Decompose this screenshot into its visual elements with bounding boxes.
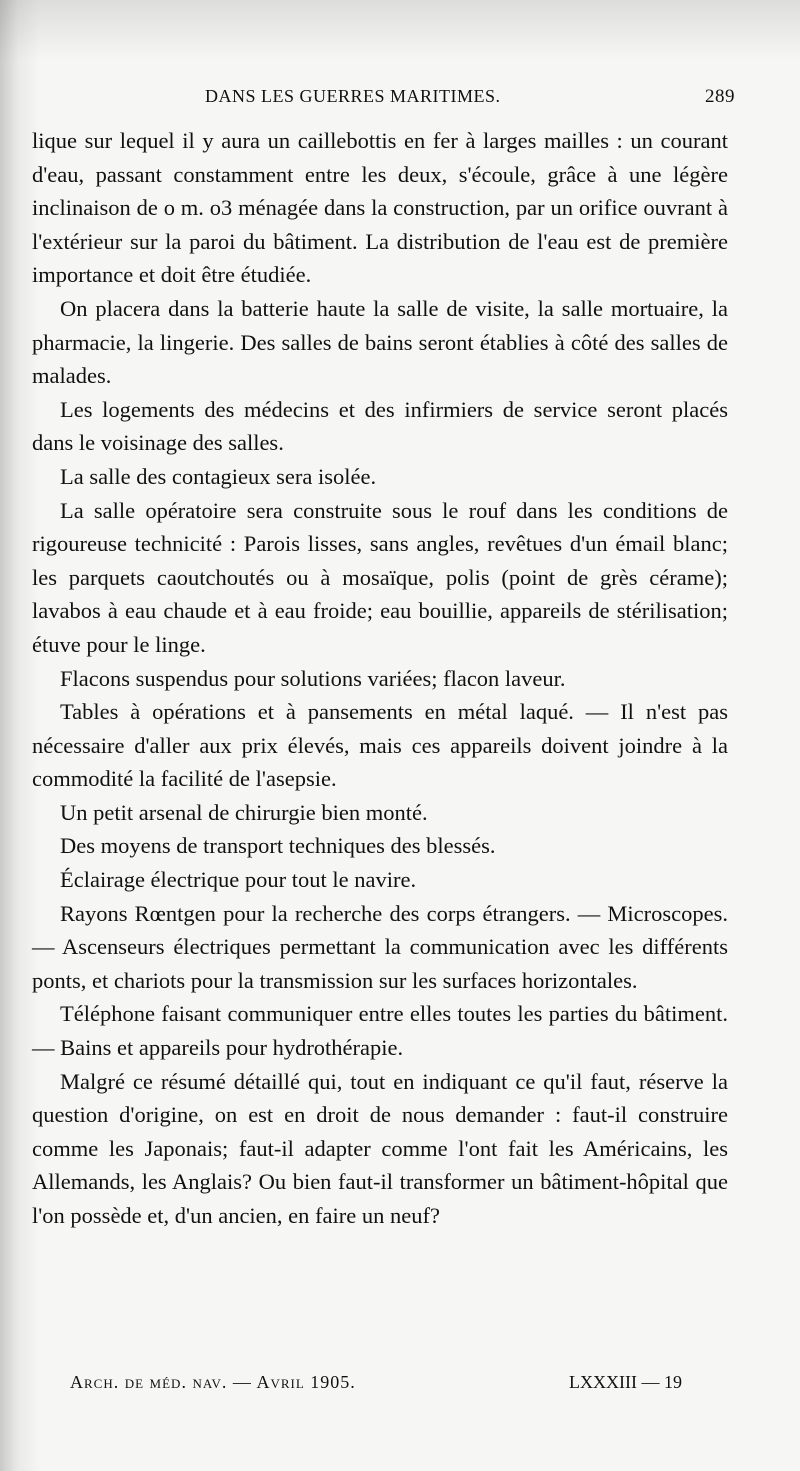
paragraph: Flacons suspendus pour solutions variées; flacon laveur. (60, 665, 566, 691)
paragraph: lique sur lequel il y aura un caillebottis en fer à larges mailles : un courant d'eau, passant constamment entre les deux, s'écoule, grâce à une légère inclinaison de o m. o3 ménagée dans la construction, par un orifice ouvrant à l'extérieur sur la paroi du bâtiment. La distribution de l'eau est de première importance et doit être étudiée. (32, 128, 728, 288)
paragraph: La salle des contagieux sera isolée. (60, 463, 377, 489)
page-number: 289 (705, 86, 735, 107)
paragraph: Un petit arsenal de chirurgie bien monté. (60, 799, 428, 825)
paragraph: Téléphone faisant communiquer entre elles toutes les parties du bâtiment. — Bains et appareils pour hydrothérapie. (32, 1001, 728, 1061)
page-footer (70, 1372, 682, 1402)
running-title: DANS LES GUERRES MARITIMES. (205, 86, 501, 106)
paragraph: Malgré ce résumé détaillé qui, tout en indiquant ce qu'il faut, réserve la question d'origine, on est en droit de nous demander : faut-il construire comme les Japonais; faut-il adapter comme l'ont fait les Américains, les Allemands, les Anglais? Ou bien faut-il transformer un bâtiment-hôpital que l'on possède et, d'un ancien, en faire un neuf? (32, 1068, 728, 1228)
paragraph: La salle opératoire sera construite sous le rouf dans les conditions de rigoureuse technicité : Parois lisses, sans angles, revêtues d'un émail blanc; les parquets caoutchoutés ou à mosaïque, polis (point de grès cérame); lavabos à eau chaude et à eau froide; eau bouillie, appareils de stérilisation; étuve pour le linge. (32, 497, 728, 657)
journal-signature: Arch. de méd. nav. — Avril 1905. (70, 1372, 356, 1392)
paragraph: Les logements des médecins et des infirmiers de service seront placés dans le voisinage des salles. (32, 396, 728, 456)
paragraph: Éclairage électrique pour tout le navire. (60, 867, 417, 893)
paragraph: Des moyens de transport techniques des blessés. (60, 833, 496, 859)
paragraph: Tables à opérations et à pansements en métal laqué. — Il n'est pas nécessaire d'aller aux prix élevés, mais ces appareils doivent joindre à la commodité la facilité de l'asepsie. (32, 699, 728, 792)
sheet-signature: LXXXIII — 19 (569, 1372, 682, 1392)
paragraph: Rayons Rœntgen pour la recherche des corps étrangers. — Microscopes. — Ascenseurs électriques permettant la communication avec les différents ponts, et chariots pour la transmission sur les surfaces horizontales. (32, 900, 728, 993)
page-header (205, 86, 735, 116)
body-text (32, 124, 728, 1233)
paragraph: On placera dans la batterie haute la salle de visite, la salle mortuaire, la pharmacie, la lingerie. Des salles de bains seront établies à côté des salles de malades. (32, 295, 728, 389)
